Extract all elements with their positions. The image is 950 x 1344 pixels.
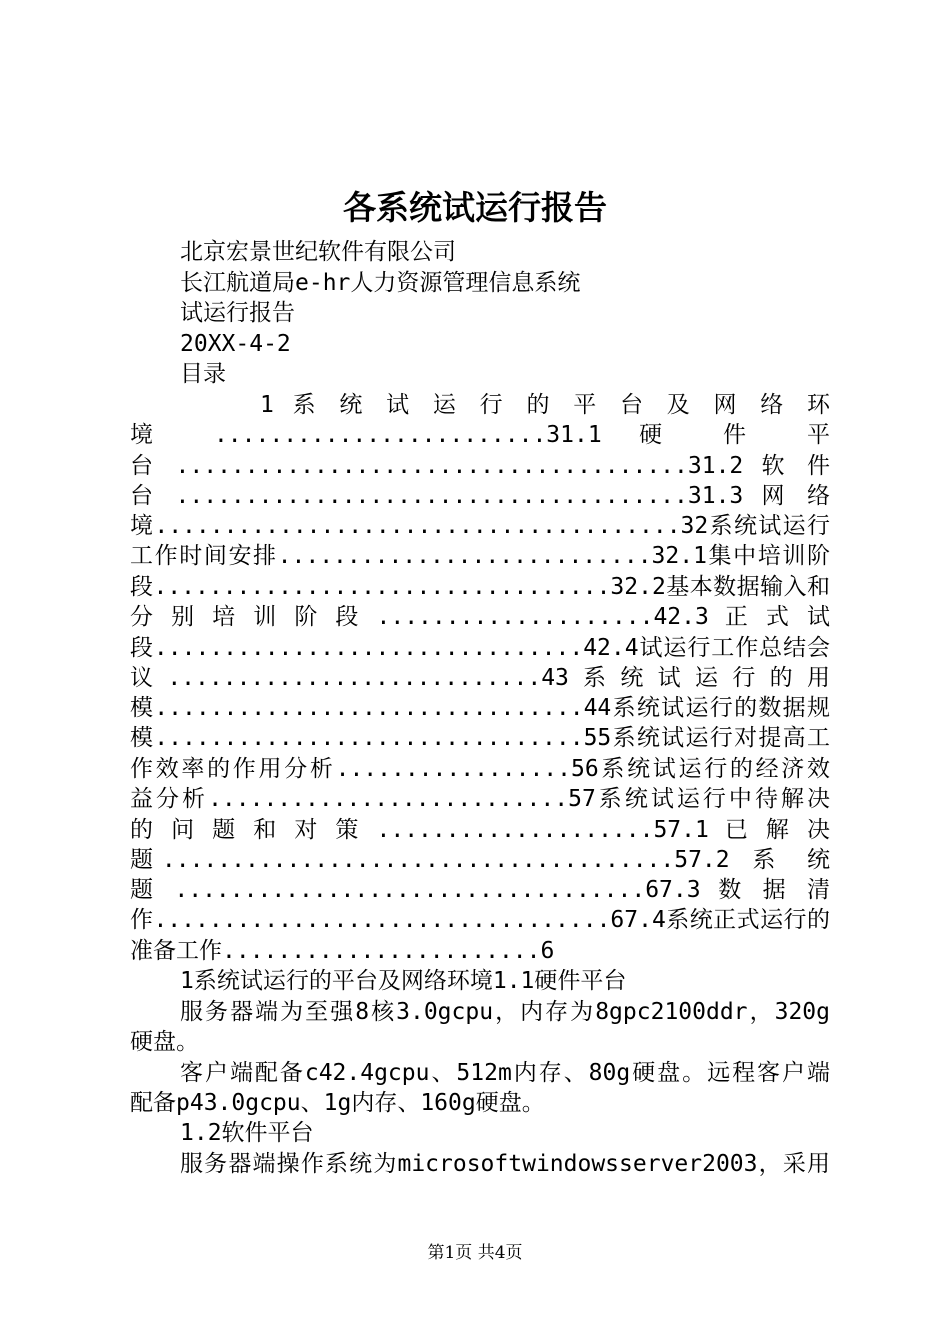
toc-line: 准备工作.......................6	[130, 938, 555, 964]
toc-line: 作.................................67.4系统正式运行的	[130, 907, 830, 933]
body-line: 服务器端为至强8核3.0gcpu，内存为8gpc2100ddr，320g	[180, 999, 830, 1025]
toc-line: 议 ...........................43 系 统 试 运 行 的 用	[130, 665, 830, 691]
toc-heading: 目录	[180, 361, 226, 387]
report-date: 20XX-4-2	[180, 331, 291, 357]
section-heading: 1系统试运行的平台及网络环境1.1硬件平台	[180, 968, 627, 994]
body-line: 客户端配备c42.4gcpu、512m内存、80g硬盘。远程客户端	[180, 1060, 830, 1086]
company-name: 北京宏景世纪软件有限公司	[180, 239, 456, 265]
toc-line: 境 ........................31.1 硬 件 平	[130, 422, 830, 448]
toc-line: 段.................................32.2基本数据输入和	[130, 574, 830, 600]
toc-line: 益分析..........................57系统试运行中待解决	[130, 786, 830, 812]
toc-line: 模...............................55系统试运行对提高工	[130, 725, 830, 751]
toc-line: 作效率的作用分析.................56系统试运行的经济效	[130, 756, 830, 782]
document-title: 各系统试运行报告	[343, 188, 607, 227]
system-name: 长江航道局e-hr人力资源管理信息系统	[180, 270, 581, 296]
toc-line: 工作时间安排...........................32.1集中培训阶	[130, 543, 830, 569]
toc-line: 题.....................................57.2 系 统	[130, 847, 830, 873]
toc-line: 1 系 统 试 运 行 的 平 台 及 网 络 环	[260, 392, 830, 418]
toc-line: 段...............................42.4试运行工作总结会	[130, 635, 830, 661]
body-line: 服务器端操作系统为microsoftwindowsserver2003，采用	[180, 1151, 830, 1177]
page-footer: 第1页 共4页	[427, 1243, 523, 1263]
toc-line: 分 别 培 训 阶 段 ....................42.3 正 式 试	[130, 604, 830, 630]
section-heading: 1.2软件平台	[180, 1120, 314, 1146]
report-name: 试运行报告	[180, 300, 295, 326]
toc-line: 题 ..................................67.3 数 据 清	[130, 877, 830, 903]
toc-line: 境......................................32系统试运行	[130, 513, 830, 539]
body-line: 硬盘。	[130, 1029, 199, 1055]
toc-line: 的 问 题 和 对 策 ....................57.1 已 解 决	[130, 817, 830, 843]
toc-line: 台 .....................................31.3 网 络	[130, 483, 830, 509]
toc-line: 模...............................44系统试运行的数据规	[130, 695, 830, 721]
toc-line: 台 .....................................31.2 软 件	[130, 453, 830, 479]
body-line: 配备p43.0gcpu、1g内存、160g硬盘。	[130, 1090, 545, 1116]
